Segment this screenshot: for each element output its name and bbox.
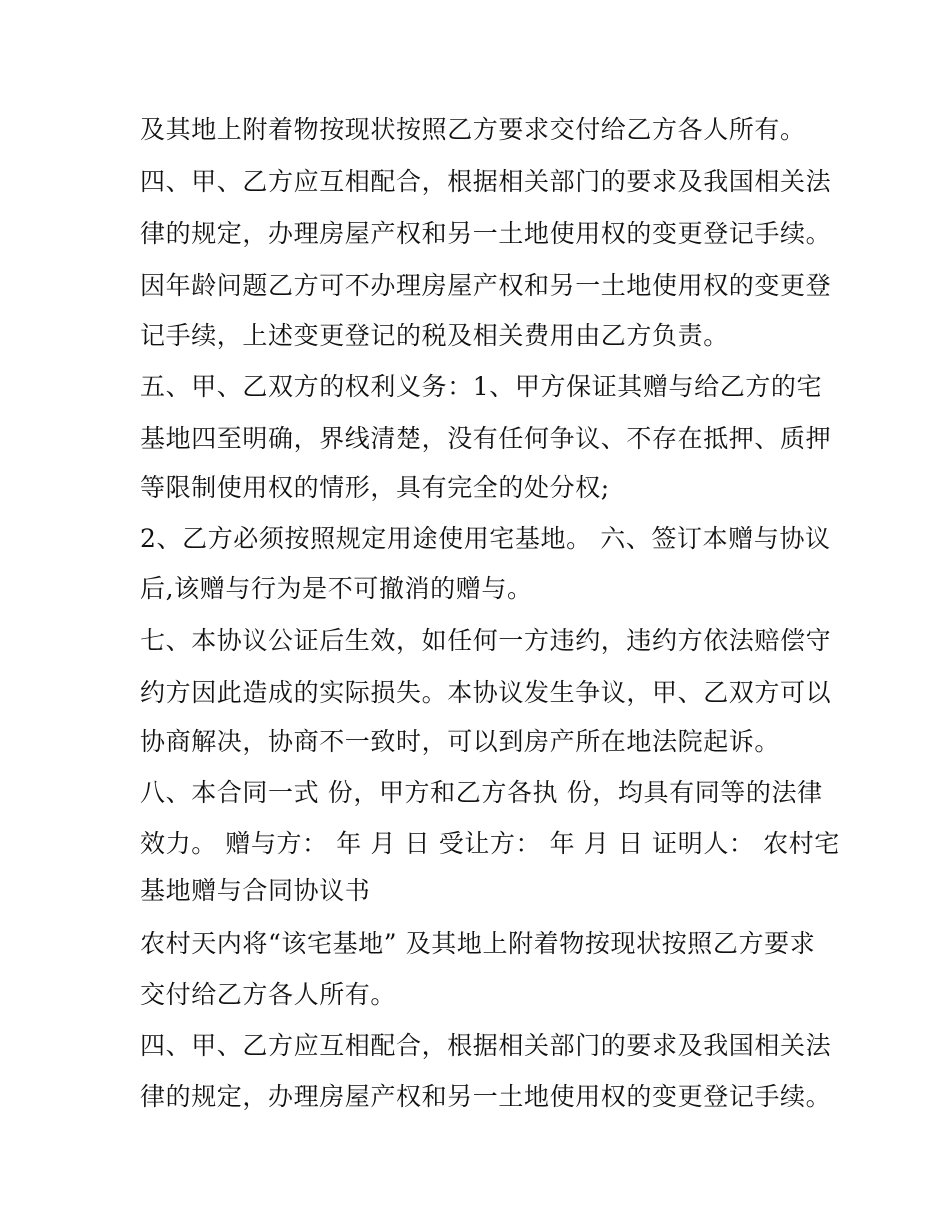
text-line: 因年龄问题乙方可不办理房屋产权和另一土地使用权的变更登 bbox=[140, 271, 832, 300]
text-line: 八、本合同一式 份，甲方和乙方各执 份，均具有同等的法律 bbox=[140, 778, 823, 807]
text-line: 四、甲、乙方应互相配合，根据相关部门的要求及我国相关法 bbox=[140, 167, 832, 196]
text-line: 律的规定，办理房屋产权和另一土地使用权的变更登记手续。 bbox=[140, 1082, 832, 1111]
text-line: 基地赠与合同协议书 bbox=[140, 876, 371, 905]
text-line: 律的规定，办理房屋产权和另一土地使用权的变更登记手续。 bbox=[140, 219, 832, 248]
text-line: 协商解决，协商不一致时，可以到房产所在地法院起诉。 bbox=[140, 727, 781, 756]
text-line: 五、甲、乙双方的权利义务：1、甲方保证其赠与给乙方的宅 bbox=[140, 372, 823, 401]
text-line: 及其地上附着物按现状按照乙方要求交付给乙方各人所有。 bbox=[140, 115, 806, 144]
text-line: 后,该赠与行为是不可撤消的赠与。 bbox=[140, 574, 533, 603]
text-line: 七、本协议公证后生效，如任何一方违约，违约方依法赔偿守 bbox=[140, 626, 832, 655]
text-line: 等限制使用权的情形，具有完全的处分权; bbox=[140, 473, 610, 502]
text-line: 农村天内将“该宅基地” 及其地上附着物按现状按照乙方要求 bbox=[140, 929, 816, 958]
text-line: 四、甲、乙方应互相配合，根据相关部门的要求及我国相关法 bbox=[140, 1031, 832, 1060]
text-line: 基地四至明确，界线清楚，没有任何争议、不存在抵押、质押 bbox=[140, 424, 832, 453]
text-line: 交付给乙方各人所有。 bbox=[140, 980, 397, 1009]
text-line: 2、乙方必须按照规定用途使用宅基地。 六、签订本赠与协议 bbox=[140, 524, 831, 553]
text-line: 约方因此造成的实际损失。本协议发生争议，甲、乙双方可以 bbox=[140, 678, 832, 707]
text-line: 效力。 赠与方： 年 月 日 受让方： 年 月 日 证明人： 农村宅 bbox=[140, 829, 840, 858]
text-line: 记手续，上述变更登记的税及相关费用由乙方负责。 bbox=[140, 321, 729, 350]
